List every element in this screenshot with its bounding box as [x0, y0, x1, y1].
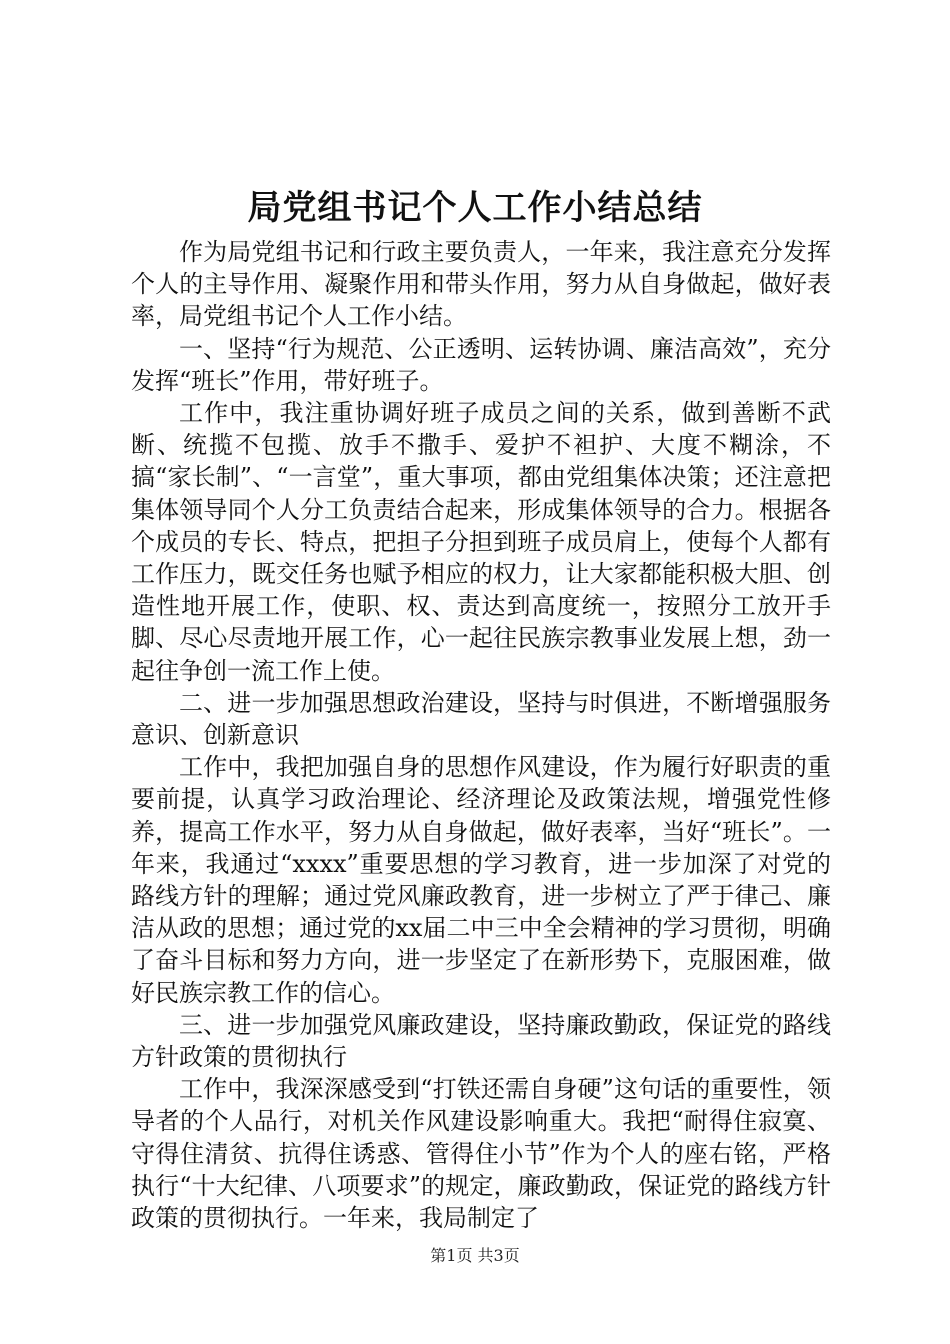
document-body [131, 236, 831, 1234]
section-heading-3: 三、进一步加强党风廉政建设，坚持廉政勤政，保证党的路线方针政策的贯彻执行 [131, 1010, 831, 1072]
section-heading-2: 二、进一步加强思想政治建设，坚持与时俱进，不断增强服务意识、创新意识 [131, 688, 831, 750]
paragraph-intro: 作为局党组书记和行政主要负责人，一年来，我注意充分发挥个人的主导作用、凝聚作用和带头作用，努力从自身做起，做好表率，局党组书记个人工作小结。 [131, 238, 831, 331]
section-heading-1: 一、坚持“行为规范、公正透明、运转协调、廉洁高效”，充分发挥“班长”作用，带好班子。 [131, 334, 831, 395]
paragraph-section-2: 工作中，我把加强自身的思想作风建设，作为履行好职责的重要前提，认真学习政治理论、经济理论及政策法规，增强党性修养，提高工作水平，努力从自身做起，做好表率，当好“班长”。一年来，我通过“xxxx”重要思想的学习教育，进一步加深了对党的路线方针的理解；通过党风廉政教育，进一步树立了严于律己、廉洁从政的思想；通过党的xx届二中三中全会精神的学习贯彻，明确了奋斗目标和努力方向，进一步坚定了在新形势下，克服困难，做好民族宗教工作的信心。 [131, 753, 831, 1007]
paragraph-section-1: 工作中，我注重协调好班子成员之间的关系，做到善断不武断、统揽不包揽、放手不撒手、爱护不袒护、大度不糊涂，不搞“家长制”、“一言堂”，重大事项，都由党组集体决策；还注意把集体领导同个人分工负责结合起来，形成集体领导的合力。根据各个成员的专长、特点，把担子分担到班子成员肩上，使每个人都有工作压力，既交任务也赋予相应的权力，让大家都能积极大胆、创造性地开展工作，使职、权、责达到高度统一，按照分工放开手脚、尽心尽责地开展工作，心一起往民族宗教事业发展上想，劲一起往争创一流工作上使。 [131, 399, 831, 685]
page-number-footer: 第1页 共3页 [430, 1246, 520, 1265]
paragraph-section-3: 工作中，我深深感受到“打铁还需自身硬”这句话的重要性，领导者的个人品行，对机关作风建设影响重大。我把“耐得住寂寞、守得住清贫、抗得住诱惑、管得住小节”作为个人的座右铭，严格执行“十大纪律、八项要求”的规定，廉政勤政，保证党的路线方针政策的贯彻执行。一年来，我局制定了 [131, 1075, 831, 1233]
document-title: 局党组书记个人工作小结总结 [247, 188, 703, 228]
